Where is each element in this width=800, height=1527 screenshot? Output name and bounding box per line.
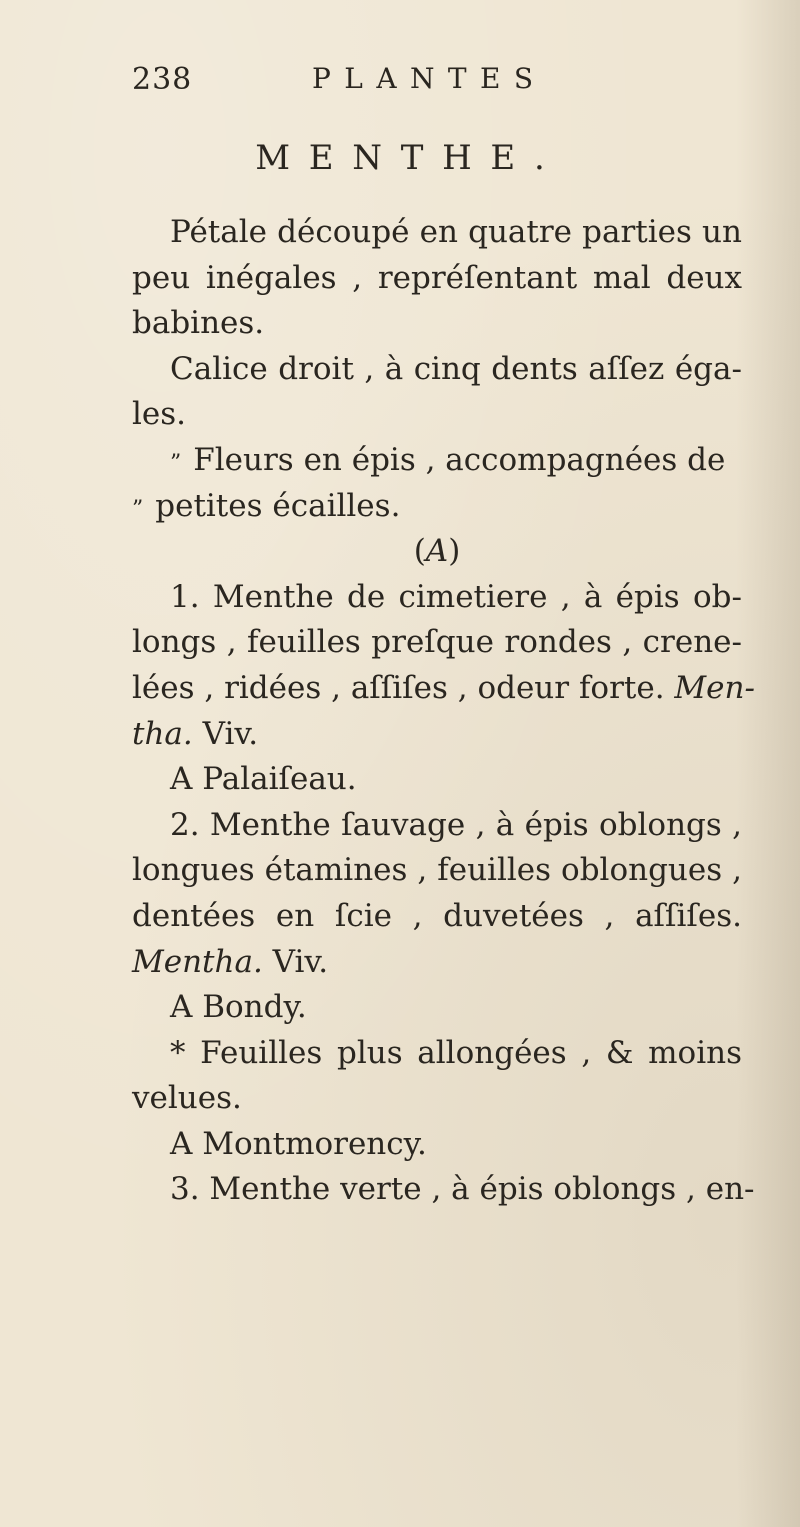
quote-mark: ” [132, 496, 144, 522]
text-line: babines. [132, 305, 265, 342]
text-line: tha. Viv. [132, 715, 259, 752]
group-label: (A) [413, 533, 461, 570]
section-title: MENTHE. [255, 138, 564, 178]
quote-mark: ” [170, 450, 182, 476]
running-head: PLANTES [312, 62, 547, 95]
page-number: 238 [132, 62, 193, 97]
text-line: Mentha. Viv. [132, 943, 329, 980]
text-line: Pétale découpé en quatre parties un [170, 214, 742, 250]
text-line: velues. [132, 1080, 242, 1117]
text-line: 3. Menthe verte , à épis oblongs , en- [170, 1171, 755, 1208]
text-line: A Bondy. [170, 989, 307, 1026]
latin-name: tha. [132, 715, 193, 752]
quoted-line [132, 438, 742, 484]
page-header [132, 62, 652, 108]
text-line: longues étamines , feuilles oblongues , [132, 852, 742, 889]
text-line: lées , ridées , aſſiſes , odeur forte. Men- [132, 669, 755, 706]
text-line: 2. Menthe ſauvage , à épis oblongs , [170, 806, 742, 843]
text-line: longs , feuilles preſque rondes , crene- [132, 624, 742, 661]
text-line: dentées en ſcie , duvetées , aſſiſes. [132, 897, 742, 934]
text-line: A Montmorency. [170, 1125, 427, 1162]
text-line: A Palaiſeau. [170, 761, 357, 798]
latin-name: Mentha. [132, 943, 263, 980]
text-line: * Feuilles plus allongées , & moins [170, 1034, 742, 1071]
text-line: 1. Menthe de cimetiere , à épis ob- [170, 578, 742, 615]
text-line: les. [132, 396, 187, 433]
quoted-line [132, 484, 742, 530]
text-line: Calice droit , à cinq dents aſſez éga- [170, 350, 742, 387]
group-letter: A [425, 533, 449, 570]
text-line: petites écailles. [155, 487, 401, 524]
text-line: Fleurs en épis , accompagnées de [193, 441, 726, 478]
body-text [132, 210, 755, 1213]
text-line: peu inégales , repréſentant mal deux [132, 259, 742, 296]
latin-name: Men- [674, 669, 755, 706]
